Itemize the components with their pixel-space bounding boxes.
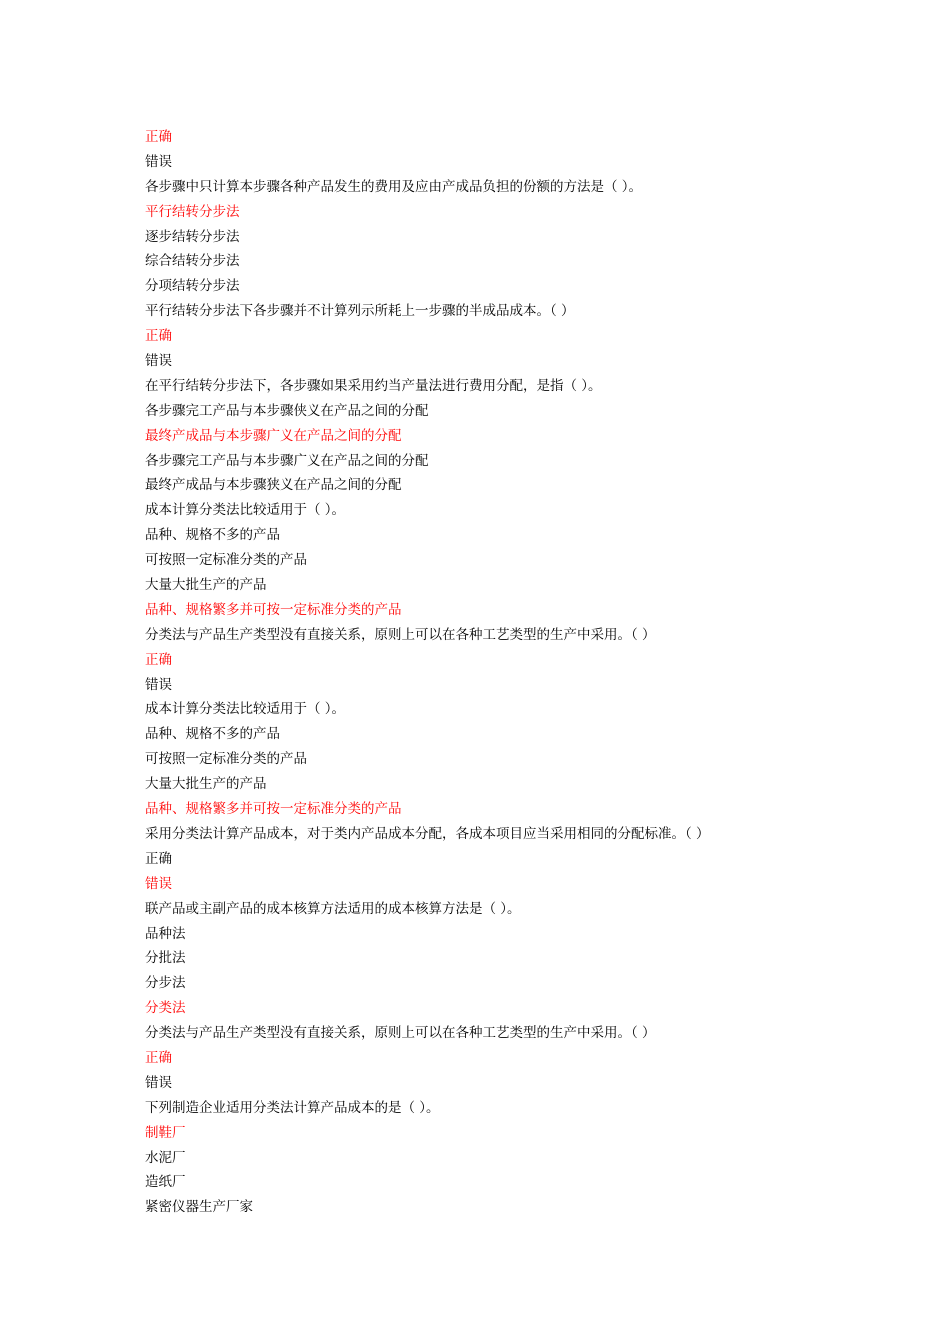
text-line: 采用分类法计算产品成本，对于类内产品成本分配，各成本项目应当采用相同的分配标准。（ ） — [145, 825, 710, 842]
text-line: 可按照一定标准分类的产品 — [145, 552, 307, 569]
answer-line-correct: 制鞋厂 — [145, 1124, 186, 1141]
text-line: 下列制造企业适用分类法计算产品成本的是（ ）。 — [145, 1099, 440, 1116]
text-line: 平行结转分步法下各步骤并不计算列示所耗上一步骤的半成品成本。（ ） — [145, 303, 575, 320]
answer-line-correct: 正确 — [145, 1049, 172, 1066]
text-line: 各步骤中只计算本步骤各种产品发生的费用及应由产成品负担的份额的方法是（ ）。 — [145, 178, 643, 195]
text-line: 错误 — [145, 1074, 172, 1091]
text-line: 可按照一定标准分类的产品 — [145, 751, 307, 768]
answer-line-correct: 正确 — [145, 328, 172, 345]
text-line: 成本计算分类法比较适用于（ ）。 — [145, 502, 346, 519]
answer-line-correct: 正确 — [145, 651, 172, 668]
text-line: 造纸厂 — [145, 1174, 186, 1191]
text-line: 品种、规格不多的产品 — [145, 726, 280, 743]
answer-line-correct: 品种、规格繁多并可按一定标准分类的产品 — [145, 801, 402, 818]
text-line: 各步骤完工产品与本步骤侠义在产品之间的分配 — [145, 402, 429, 419]
text-line: 分类法与产品生产类型没有直接关系，原则上可以在各种工艺类型的生产中采用。（ ） — [145, 1025, 656, 1042]
text-line: 各步骤完工产品与本步骤广义在产品之间的分配 — [145, 452, 429, 469]
text-line: 品种、规格不多的产品 — [145, 527, 280, 544]
answer-line-correct: 正确 — [145, 129, 172, 145]
text-line: 分项结转分步法 — [145, 278, 240, 295]
answer-line-correct: 分类法 — [145, 1000, 186, 1017]
answer-line-correct: 最终产成品与本步骤广义在产品之间的分配 — [145, 427, 402, 444]
text-line: 联产品或主副产品的成本核算方法适用的成本核算方法是（ ）。 — [145, 900, 521, 917]
text-line: 逐步结转分步法 — [145, 228, 240, 245]
text-line: 分步法 — [145, 975, 186, 992]
text-line: 大量大批生产的产品 — [145, 776, 267, 793]
answer-line-correct: 品种、规格繁多并可按一定标准分类的产品 — [145, 601, 402, 618]
answer-line-correct: 平行结转分步法 — [145, 203, 240, 220]
text-line: 综合结转分步法 — [145, 253, 240, 270]
answer-line-correct: 错误 — [145, 875, 172, 892]
text-line: 成本计算分类法比较适用于（ ）。 — [145, 701, 346, 718]
text-line: 分批法 — [145, 950, 186, 967]
text-line: 错误 — [145, 676, 172, 693]
text-line: 最终产成品与本步骤狭义在产品之间的分配 — [145, 477, 402, 494]
text-line: 分类法与产品生产类型没有直接关系，原则上可以在各种工艺类型的生产中采用。（ ） — [145, 626, 656, 643]
document-page — [145, 125, 905, 1220]
text-line: 正确 — [145, 850, 172, 867]
text-line: 品种法 — [145, 925, 186, 942]
text-line: 紧密仪器生产厂家 — [145, 1199, 253, 1216]
text-line: 错误 — [145, 353, 172, 370]
text-line: 在平行结转分步法下，各步骤如果采用约当产量法进行费用分配，是指（ ）。 — [145, 377, 602, 394]
text-line: 大量大批生产的产品 — [145, 577, 267, 594]
text-line: 水泥厂 — [145, 1149, 186, 1166]
text-line: 错误 — [145, 153, 172, 170]
